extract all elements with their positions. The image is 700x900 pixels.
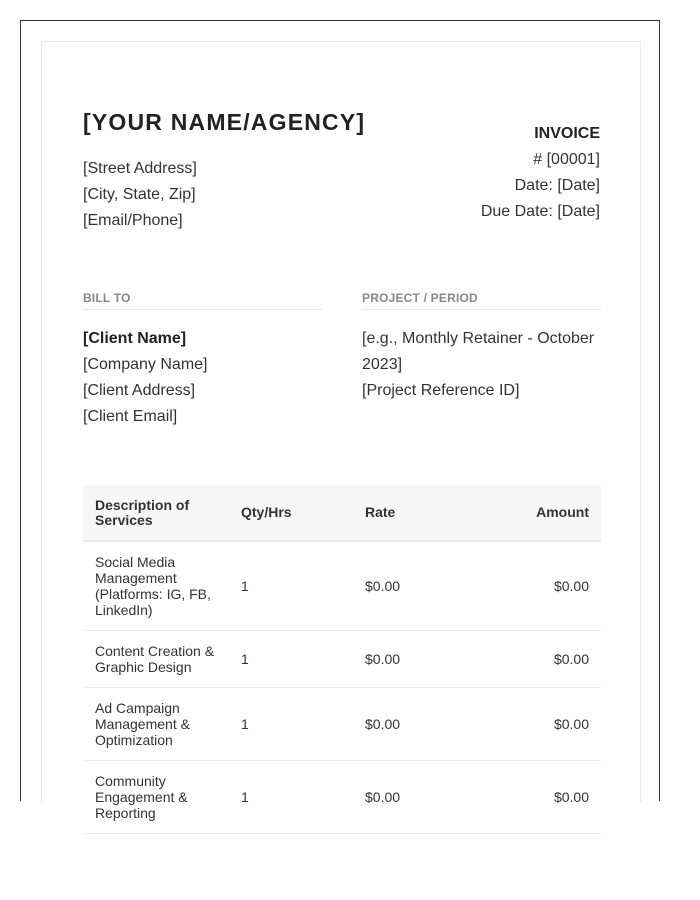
- row-qty: 1: [229, 631, 353, 688]
- row-amount: $0.00: [487, 631, 601, 688]
- table-row: [83, 688, 601, 761]
- invoice-number: # [00001]: [533, 151, 600, 168]
- row-rate: $0.00: [353, 688, 487, 761]
- row-qty: 1: [229, 761, 353, 834]
- invoice-label: INVOICE: [534, 125, 600, 142]
- client-company: [Company Name]: [83, 356, 208, 373]
- services-table: [83, 485, 601, 834]
- sender-address-block: [83, 156, 197, 234]
- sender-contact: [Email/Phone]: [83, 212, 183, 229]
- row-description: Content Creation & Graphic Design: [83, 631, 229, 688]
- row-qty: 1: [229, 541, 353, 631]
- invoice-date: Date: [Date]: [514, 177, 600, 194]
- row-qty: 1: [229, 688, 353, 761]
- row-description: Social Media Management (Platforms: IG, FB, LinkedIn): [83, 541, 229, 631]
- agency-name: [YOUR NAME/AGENCY]: [83, 109, 366, 135]
- row-amount: $0.00: [487, 688, 601, 761]
- header-amount: Amount: [487, 485, 601, 541]
- row-rate: $0.00: [353, 631, 487, 688]
- project-description: [e.g., Monthly Retainer - October 2023]: [362, 330, 595, 373]
- table-row: [83, 761, 601, 834]
- row-amount: $0.00: [487, 761, 601, 834]
- bill-to-heading: BILL TO: [83, 291, 323, 310]
- document-page: [20, 20, 660, 821]
- client-email: [Client Email]: [83, 408, 178, 425]
- invoice-due-date: Due Date: [Date]: [480, 203, 600, 220]
- row-rate: $0.00: [353, 761, 487, 834]
- header-description: Description of Services: [83, 485, 229, 541]
- project-period-block: [362, 326, 602, 404]
- row-rate: $0.00: [353, 541, 487, 631]
- header-qty: Qty/Hrs: [229, 485, 353, 541]
- invoice-meta-block: [481, 121, 600, 225]
- invoice-sheet: [41, 41, 641, 821]
- sender-street: [Street Address]: [83, 160, 197, 177]
- sender-city: [City, State, Zip]: [83, 186, 196, 203]
- table-header-row: [83, 485, 601, 541]
- table-row: [83, 631, 601, 688]
- client-address: [Client Address]: [83, 382, 196, 399]
- table-row: [83, 541, 601, 631]
- header-rate: Rate: [353, 485, 487, 541]
- row-amount: $0.00: [487, 541, 601, 631]
- project-reference: [Project Reference ID]: [362, 382, 520, 399]
- project-period-heading: PROJECT / PERIOD: [362, 291, 601, 310]
- row-description: Community Engagement & Reporting: [83, 761, 229, 834]
- bill-to-block: [83, 326, 208, 430]
- client-name: [Client Name]: [83, 330, 187, 347]
- row-description: Ad Campaign Management & Optimization: [83, 688, 229, 761]
